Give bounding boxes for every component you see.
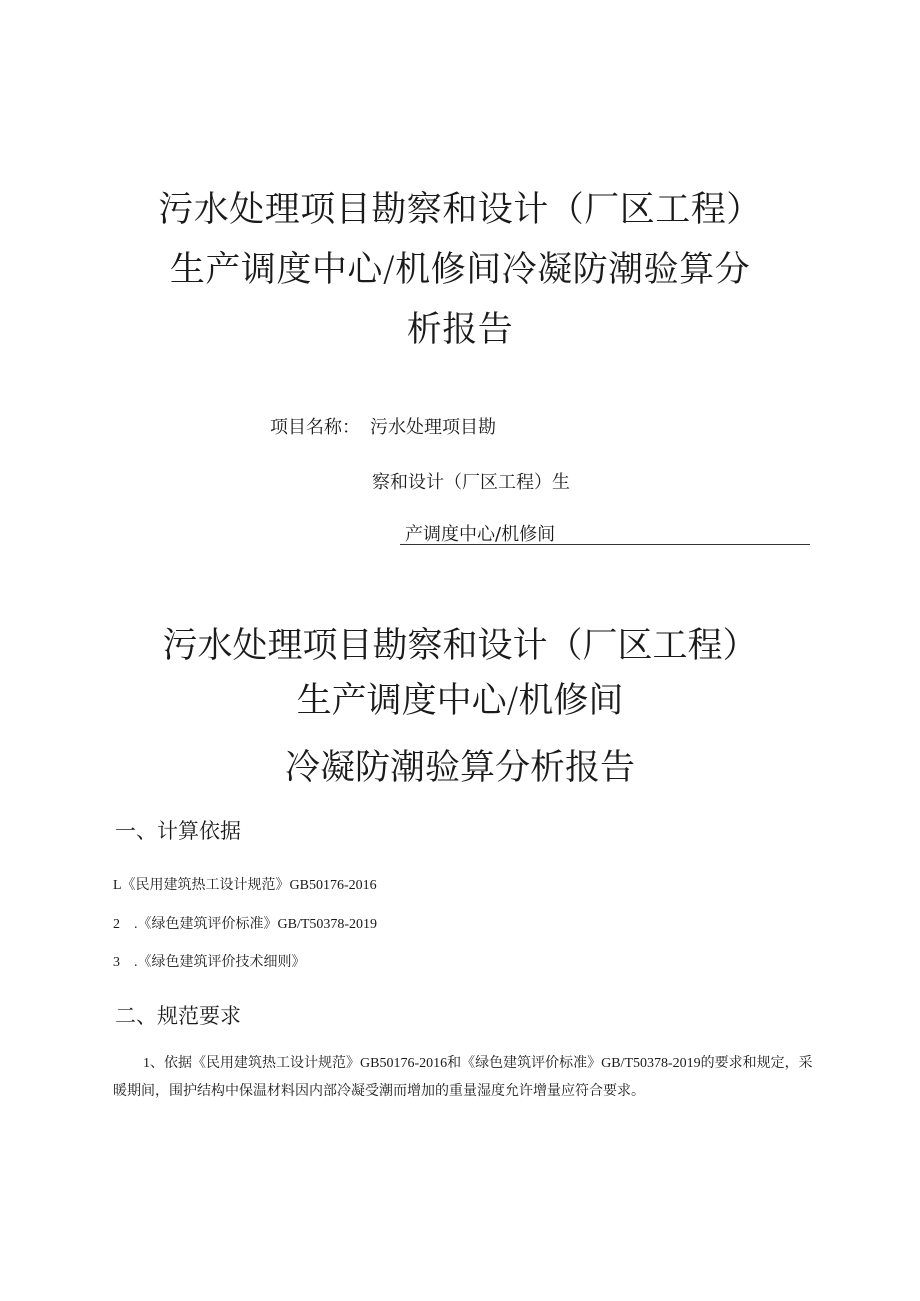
section-heading-requirements: 二、规范要求 — [115, 1004, 241, 1028]
requirements-paragraph: 1、依据《民用建筑热工设计规范》GB50176-2016和《绿色建筑评价标准》GB/T50378-2019的要求和规定，采暖期间，围护结构中保温材料因内部冷凝受潮而增加的重量湿度允许增量应符合要求。 — [113, 1056, 813, 1099]
cover-title-line-2: 生产调度中心/机修间冷凝防潮验算分 — [169, 250, 751, 290]
project-name-value-line-2: 察和设计（厂区工程）生 — [372, 472, 570, 493]
cover-title-line-1: 污水处理项目勘察和设计（厂区工程） — [158, 190, 762, 230]
reference-item-2: 2 .《绿色建筑评价标准》GB/T50378-2019 — [113, 917, 378, 932]
cover-title-line-3: 析报告 — [406, 310, 514, 350]
cover-title — [60, 180, 860, 360]
reference-item-3: 3 .《绿色建筑评价技术细则》 — [113, 955, 306, 970]
main-title-line-3: 冷凝防潮验算分析报告 — [284, 748, 635, 788]
reference-item-1: L《民用建筑热工设计规范》GB50176-2016 — [113, 878, 377, 893]
project-name-value-line-3: 产调度中心/机修间 — [405, 524, 556, 545]
project-name-value-line-1: 污水处理项目勘 — [370, 417, 496, 438]
main-title-line-1: 污水处理项目勘察和设计（厂区工程） — [162, 626, 758, 666]
main-title-line-2: 生产调度中心/机修间 — [296, 681, 624, 721]
section-heading-basis: 一、计算依据 — [115, 819, 241, 843]
project-name-underline — [400, 544, 810, 545]
project-name-label: 项目名称： — [270, 417, 360, 438]
